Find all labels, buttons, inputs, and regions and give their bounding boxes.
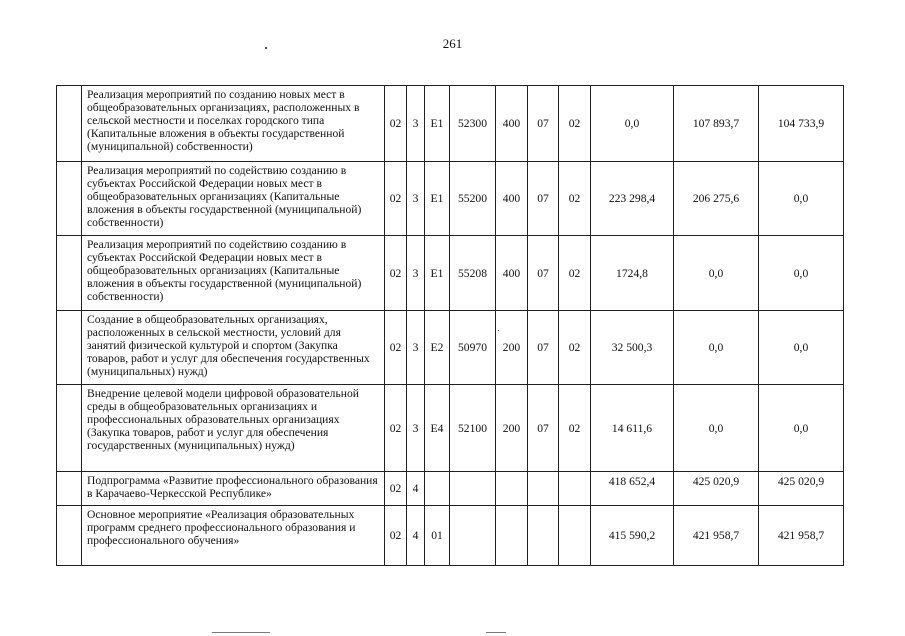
gp-cell: 02 — [385, 472, 407, 506]
amount-year2-cell: 107 893,7 — [674, 86, 759, 162]
expense-type-cell: 200 — [496, 311, 528, 385]
project-cell: E1 — [425, 236, 450, 311]
direction-cell — [450, 472, 496, 506]
section-cell: 07 — [528, 385, 559, 472]
project-cell: 01 — [425, 506, 450, 566]
subprogram-cell: 3 — [407, 236, 425, 311]
amount-year1-cell: 415 590,2 — [591, 506, 674, 566]
section-cell: 07 — [528, 236, 559, 311]
project-cell: E1 — [425, 86, 450, 162]
expense-type-cell — [496, 472, 528, 506]
row-name-cell: Реализация мероприятий по созданию новых мест в общеобразовательных организациях, расположенных в сельской местности и поселках городского типа (Капитальные вложения в объекты государственной (муниципальной) собственности) — [82, 86, 385, 162]
project-cell: E1 — [425, 162, 450, 236]
amount-year3-cell: 0,0 — [759, 236, 844, 311]
row-name-cell: Реализация мероприятий по содействию созданию в субъектах Российской Федерации новых мест в общеобразовательных организациях (Капитальные вложения в объекты государственной (муниципальной) собственности) — [82, 236, 385, 311]
subsection-cell: 02 — [559, 236, 591, 311]
footer-rule — [212, 632, 270, 633]
budget-table — [56, 85, 844, 566]
section-cell: 07 — [528, 311, 559, 385]
gp-cell: 02 — [385, 311, 407, 385]
amount-year1-cell: 14 611,6 — [591, 385, 674, 472]
subsection-cell — [559, 506, 591, 566]
table-row — [57, 311, 844, 385]
subprogram-cell: 3 — [407, 86, 425, 162]
expense-type-cell: 400 — [496, 162, 528, 236]
expense-type-cell: 400 — [496, 86, 528, 162]
table-row — [57, 162, 844, 236]
page-number: 261 — [442, 36, 463, 51]
table-row — [57, 86, 844, 162]
section-cell: 07 — [528, 86, 559, 162]
amount-year3-cell: 0,0 — [759, 311, 844, 385]
amount-year1-cell: 1724,8 — [591, 236, 674, 311]
row-name-cell: Основное мероприятие «Реализация образовательных программ среднего профессионального образования и профессионального обучения» — [82, 506, 385, 566]
direction-cell: 50970 — [450, 311, 496, 385]
direction-cell — [450, 506, 496, 566]
row-name-cell: Подпрограмма «Развитие профессионального образования в Карачаево-Черкесской Республике» — [82, 472, 385, 506]
table-row — [57, 236, 844, 311]
amount-year1-cell: 32 500,3 — [591, 311, 674, 385]
subsection-cell: 02 — [559, 311, 591, 385]
amount-year1-cell: 418 652,4 — [591, 472, 674, 506]
amount-year3-cell: 0,0 — [759, 162, 844, 236]
amount-year2-cell: 206 275,6 — [674, 162, 759, 236]
table-row — [57, 472, 844, 506]
subprogram-cell: 3 — [407, 162, 425, 236]
expense-type-cell: 400 — [496, 236, 528, 311]
gp-cell: 02 — [385, 162, 407, 236]
subsection-cell — [559, 472, 591, 506]
row-spacer-cell — [57, 86, 82, 162]
section-cell: 07 — [528, 162, 559, 236]
row-name-cell: Реализация мероприятий по содействию созданию в субъектах Российской Федерации новых мест в общеобразовательных организациях (Капитальные вложения в объекты государственной (муниципальной) собственности) — [82, 162, 385, 236]
table-row — [57, 506, 844, 566]
direction-cell: 52100 — [450, 385, 496, 472]
row-spacer-cell — [57, 385, 82, 472]
subprogram-cell: 4 — [407, 472, 425, 506]
gp-cell: 02 — [385, 86, 407, 162]
subsection-cell: 02 — [559, 162, 591, 236]
row-spacer-cell — [57, 506, 82, 566]
row-spacer-cell — [57, 311, 82, 385]
amount-year3-cell: 104 733,9 — [759, 86, 844, 162]
expense-type-cell — [496, 506, 528, 566]
gp-cell: 02 — [385, 385, 407, 472]
amount-year3-cell: 425 020,9 — [759, 472, 844, 506]
gp-cell: 02 — [385, 236, 407, 311]
row-spacer-cell — [57, 162, 82, 236]
amount-year2-cell: 0,0 — [674, 385, 759, 472]
direction-cell: 55200 — [450, 162, 496, 236]
amount-year2-cell: 421 958,7 — [674, 506, 759, 566]
direction-cell: 52300 — [450, 86, 496, 162]
row-name-cell: Внедрение целевой модели цифровой образовательной среды в общеобразовательных организациях и профессиональных образовательных организациях (Закупка товаров, работ и услуг для обеспечения государственных (муниципальных) нужд) — [82, 385, 385, 472]
footer-rule — [486, 632, 506, 633]
section-cell — [528, 506, 559, 566]
expense-type-cell: 200 — [496, 385, 528, 472]
project-cell: E2 — [425, 311, 450, 385]
subprogram-cell: 3 — [407, 311, 425, 385]
amount-year2-cell: 0,0 — [674, 236, 759, 311]
amount-year2-cell: 425 020,9 — [674, 472, 759, 506]
subprogram-cell: 3 — [407, 385, 425, 472]
row-spacer-cell — [57, 472, 82, 506]
amount-year1-cell: 223 298,4 — [591, 162, 674, 236]
project-cell — [425, 472, 450, 506]
scan-speck — [265, 47, 267, 49]
amount-year2-cell: 0,0 — [674, 311, 759, 385]
row-name-cell: Создание в общеобразовательных организациях, расположенных в сельской местности, условий для занятий физической культурой и спортом (Закупка товаров, работ и услуг для обеспечения государственных (муниципальных) нужд) — [82, 311, 385, 385]
amount-year3-cell: 421 958,7 — [759, 506, 844, 566]
gp-cell: 02 — [385, 506, 407, 566]
amount-year3-cell: 0,0 — [759, 385, 844, 472]
section-cell — [528, 472, 559, 506]
subsection-cell: 02 — [559, 86, 591, 162]
subsection-cell: 02 — [559, 385, 591, 472]
row-spacer-cell — [57, 236, 82, 311]
subprogram-cell: 4 — [407, 506, 425, 566]
amount-year1-cell: 0,0 — [591, 86, 674, 162]
project-cell: E4 — [425, 385, 450, 472]
table-row — [57, 385, 844, 472]
direction-cell: 55208 — [450, 236, 496, 311]
